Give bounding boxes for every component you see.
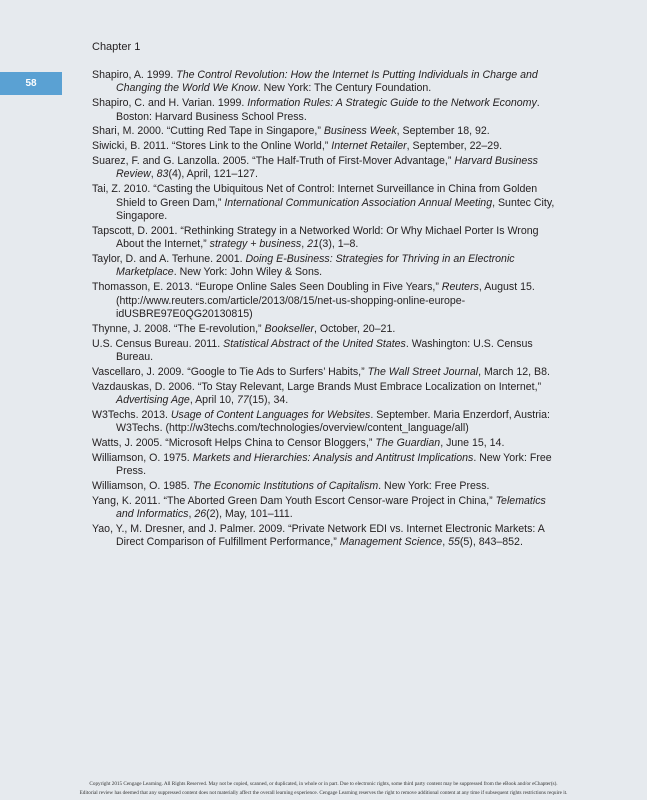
reference-italic-text: Harvard Business Review	[116, 155, 538, 181]
copyright-notice	[0, 780, 647, 798]
reference-text: , March 12, B8.	[478, 365, 550, 378]
reference-entry	[92, 437, 566, 450]
reference-text: Vazdauskas, D. 2006. “To Stay Relevant, Large Brands Must Embrace Localization on Internet,”	[92, 380, 542, 393]
reference-entry	[92, 452, 566, 479]
reference-text: Vascellaro, J. 2009. “Google to Tie Ads to Surfers’ Habits,”	[92, 365, 368, 378]
reference-text: Suarez, F. and G. Lanzolla. 2005. “The Half-Truth of First-Mover Advantage,”	[92, 155, 455, 167]
reference-text: . Boston: Harvard Business School Press.	[116, 97, 540, 123]
reference-italic-text: The Control Revolution: How the Internet Is Putting Individuals in Charge and Changing the World We Know	[116, 69, 538, 95]
reference-italic-text: The Guardian	[375, 437, 441, 450]
reference-entry	[92, 523, 566, 550]
reference-text: ,	[301, 238, 308, 251]
reference-entry	[92, 409, 566, 436]
reference-text: . New York: John Wiley & Sons.	[173, 266, 323, 279]
reference-entry	[92, 366, 566, 379]
reference-entry	[92, 381, 566, 408]
reference-text: (4), April, 121–127.	[168, 168, 258, 181]
reference-italic-text: Information Rules: A Strategic Guide to the Network Economy	[247, 97, 537, 110]
reference-text: Tai, Z. 2010. “Casting the Ubiquitous Net of Control: Internet Surveillance in China from Golden Shield to Green Dam,”	[92, 183, 538, 209]
reference-italic-text: Business Week	[323, 125, 397, 138]
reference-text: , September, 22–29.	[406, 140, 503, 153]
reference-italic-text: Telematics and Informatics	[116, 494, 546, 521]
reference-text: . New York: The Century Foundation.	[257, 82, 432, 95]
reference-text: . New York: Free Press.	[116, 451, 552, 478]
reference-italic-text: Internet Retailer	[331, 140, 407, 153]
reference-list	[92, 69, 566, 551]
reference-text: Taylor, D. and A. Terhune. 2001.	[92, 253, 246, 266]
reference-entry	[92, 125, 566, 138]
reference-text: Thomasson, E. 2013. “Europe Online Sales Seen Doubling in Five Years,”	[92, 281, 442, 294]
copyright-line-2: Editorial review has deemed that any suppressed content does not materially affect the overall learning experience. Cengage Learning reserves the right to remove additional content at any time if subsequent rights restrictions require it.	[79, 790, 568, 796]
reference-text: Shapiro, C. and H. Varian. 1999.	[92, 97, 248, 110]
reference-italic-text: Management Science	[339, 536, 443, 549]
reference-text: Tapscott, D. 2001. “Rethinking Strategy in a Networked World: Or Why Michael Porter Is Wrong About the Internet,”	[92, 224, 539, 251]
reference-text: Yang, K. 2011. “The Aborted Green Dam Youth Escort Censor-ware Project in China,”	[92, 494, 496, 507]
reference-entry	[92, 338, 566, 365]
reference-text: , August 15. (http://www.reuters.com/article/2013/08/15/net-us-shopping-online-europe-idUSBRE97E0QG20130815)	[116, 281, 535, 321]
reference-italic-text: 83	[156, 168, 169, 181]
reference-text: , October, 20–21.	[314, 322, 396, 335]
reference-entry	[92, 69, 566, 96]
reference-italic-text: Markets and Hierarchies: Analysis and Antitrust Implications	[192, 451, 474, 464]
reference-text: , Suntec City, Singapore.	[116, 196, 555, 223]
reference-text: (3), 1–8.	[318, 238, 359, 251]
reference-italic-text: The Economic Institutions of Capitalism	[192, 480, 379, 493]
reference-entry	[92, 183, 566, 223]
chapter-heading: Chapter 1	[92, 41, 141, 53]
reference-text: U.S. Census Bureau. 2011.	[92, 337, 224, 350]
reference-text: , April 10,	[189, 394, 237, 407]
reference-entry	[92, 495, 566, 522]
reference-text: Shapiro, A. 1999.	[92, 69, 177, 81]
reference-text: . September. Maria Enzerdorf, Austria: W3Techs. (http://w3techs.com/technologies/overview/content_language/all)	[116, 408, 550, 435]
reference-text: Yao, Y., M. Dresner, and J. Palmer. 2009. “Private Network EDI vs. Internet Electronic Markets: A Direct Comparison of Fulfillment Performance,”	[92, 523, 545, 549]
reference-entry	[92, 480, 566, 493]
reference-text: (2), May, 101–111.	[206, 508, 293, 521]
reference-text: Shari, M. 2000. “Cutting Red Tape in Singapore,”	[92, 125, 324, 138]
reference-text: Williamson, O. 1985.	[92, 480, 193, 493]
page-number-tab	[0, 72, 62, 95]
reference-text: . Washington: U.S. Census Bureau.	[116, 337, 533, 364]
reference-entry	[92, 97, 566, 124]
reference-italic-text: 26	[194, 508, 207, 521]
reference-entry	[92, 140, 566, 153]
reference-italic-text: International Communication Association Annual Meeting	[224, 196, 493, 209]
reference-text: W3Techs. 2013.	[92, 408, 171, 421]
reference-text: (15), 34.	[248, 394, 289, 407]
reference-entry	[92, 323, 566, 336]
reference-italic-text: Bookseller	[264, 322, 314, 335]
reference-italic-text: 77	[236, 394, 249, 407]
page-number: 58	[25, 78, 37, 89]
reference-italic-text: Usage of Content Languages for Websites	[170, 408, 371, 421]
reference-italic-text: Reuters	[441, 281, 479, 294]
reference-entry	[92, 281, 566, 321]
reference-text: Siwicki, B. 2011. “Stores Link to the Online World,”	[92, 140, 332, 153]
reference-italic-text: Doing E-Business: Strategies for Thriving in an Electronic Marketplace	[116, 253, 515, 279]
reference-italic-text: Statistical Abstract of the United States	[223, 337, 406, 350]
reference-entry	[92, 155, 566, 182]
reference-text: Williamson, O. 1975.	[92, 451, 193, 464]
reference-italic-text: The Wall Street Journal	[367, 365, 479, 378]
reference-text: Watts, J. 2005. “Microsoft Helps China to Censor Bloggers,”	[92, 437, 376, 450]
reference-text: , June 15, 14.	[440, 437, 505, 450]
reference-italic-text: 21	[307, 238, 319, 251]
reference-text: ,	[442, 536, 449, 549]
reference-text: (5), 843–852.	[459, 536, 523, 549]
reference-entry	[92, 225, 566, 252]
reference-text: , September 18, 92.	[396, 125, 490, 138]
copyright-line-1: Copyright 2015 Cengage Learning. All Rights Reserved. May not be copied, scanned, or duplicated, in whole or in part. Due to electronic rights, some third party content may be suppressed from the eBook and/or eChapter(s).	[89, 781, 558, 787]
reference-entry	[92, 253, 566, 280]
reference-italic-text: 55	[448, 536, 460, 549]
reference-text: ,	[150, 168, 157, 181]
reference-italic-text: Advertising Age	[116, 394, 190, 407]
reference-italic-text: strategy + business	[209, 238, 302, 251]
reference-text: ,	[188, 508, 195, 521]
reference-text: . New York: Free Press.	[378, 480, 490, 493]
reference-text: Thynne, J. 2008. “The E-revolution,”	[92, 322, 265, 335]
